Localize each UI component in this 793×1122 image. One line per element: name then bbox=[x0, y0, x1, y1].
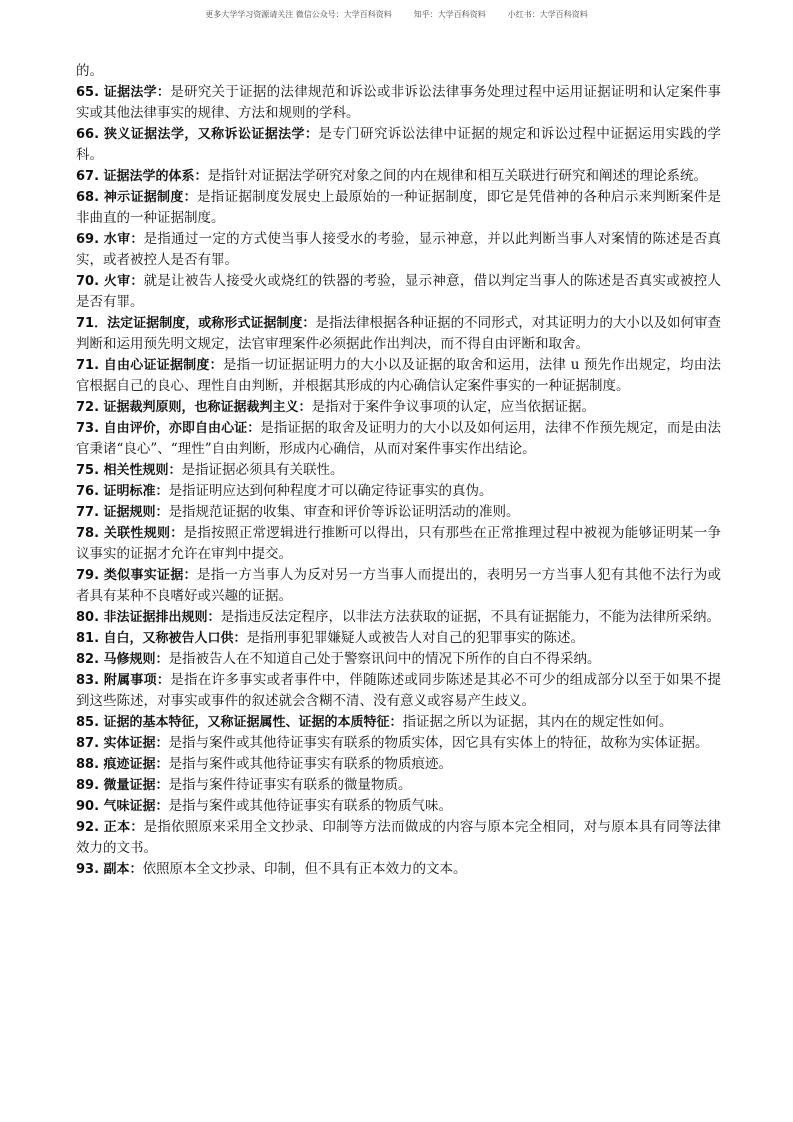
definition-entry bbox=[76, 754, 721, 775]
page-header bbox=[0, 9, 793, 20]
definition-entry bbox=[76, 82, 721, 124]
entry-term: 93. 副本： bbox=[76, 862, 143, 877]
entry-definition: 是指与案件或其他待证事实有联系的物质痕迹。 bbox=[168, 756, 453, 772]
entry-definition: 是指被告人在不知道自己处于警察讯问中的情况下所作的自白不得采纳。 bbox=[168, 651, 601, 667]
entry-term: 66. 狭义证据法学，又称诉讼证据法学： bbox=[76, 127, 319, 142]
definition-entry bbox=[76, 607, 721, 628]
continued-text: 的。 bbox=[76, 63, 103, 79]
entry-term: 89. 微量证据： bbox=[76, 778, 169, 793]
definition-entry bbox=[76, 124, 721, 166]
entry-term: 88. 痕迹证据： bbox=[76, 757, 169, 772]
entry-term: 81. 自白，又称被告人口供： bbox=[76, 631, 247, 646]
definition-entry bbox=[76, 649, 721, 670]
entry-definition: 是研究关于证据的法律规范和诉讼或非诉讼法律事务处理过程中运用证据证明和认定案件事实或其他法律事实的规律、方法和规则的学科。 bbox=[76, 84, 721, 121]
entry-term: 68. 神示证据制度： bbox=[76, 190, 197, 205]
entry-definition: 是指证据制度发展史上最原始的一种证据制度，即它是凭借神的各种启示来判断案件是非曲直的一种证据制度。 bbox=[76, 189, 722, 226]
definition-entry bbox=[76, 166, 721, 187]
entry-term: 83. 附属事项： bbox=[76, 673, 171, 688]
entry-term: 73. 自由评价，亦即自由心证： bbox=[76, 421, 261, 436]
definition-entry bbox=[76, 712, 721, 733]
entry-term: 85. 证据的基本特征，又称证据属性、证据的本质特征： bbox=[76, 715, 403, 730]
entry-definition: 是指证据的取舍及证明力的大小以及如何运用，法律不作预先规定，而是由法官秉诸“良心”、“理性”自由判断，形成内心确信，从而对案件事实作出结论。 bbox=[76, 420, 721, 457]
entry-definition: 是指对于案件争议事项的认定，应当依据证据。 bbox=[311, 399, 596, 415]
entry-definition: 是指与案件或其他待证事实有联系的物质气味。 bbox=[168, 798, 453, 814]
definition-entry bbox=[76, 565, 721, 607]
entry-definition: 是指一方当事人为反对另一方当事人而提出的，表明另一方当事人犯有其他不法行为或者具有某种不良嗜好或兴趣的证据。 bbox=[76, 567, 722, 604]
definition-entry bbox=[76, 481, 721, 502]
entry-definition: 指证据之所以为证据，其内在的规定性如何。 bbox=[402, 714, 673, 730]
definition-entry bbox=[76, 397, 721, 418]
entry-list bbox=[76, 82, 721, 880]
definition-entry bbox=[76, 502, 721, 523]
entry-term: 80. 非法证据排出规则： bbox=[76, 610, 221, 625]
entry-term: 87. 实体证据： bbox=[76, 736, 169, 751]
entry-term: 75. 相关性规则： bbox=[76, 463, 182, 478]
entry-definition: 是专门研究诉讼法律中证据的规定和诉讼过程中证据运用实践的学科。 bbox=[76, 126, 722, 163]
entry-term: 77. 证据规则： bbox=[76, 505, 169, 520]
entry-definition: 是指证明应达到何种程度才可以确定待证事实的真伪。 bbox=[168, 483, 493, 499]
definition-entry bbox=[76, 271, 721, 313]
entry-definition: 是指依照原来采用全文抄录、印制等方法而做成的内容与原本完全相同，对与原本具有同等法律效力的文书。 bbox=[76, 819, 721, 856]
definition-entry bbox=[76, 817, 721, 859]
entry-definition: 是指违反法定程序，以非法方法获取的证据，不具有证据能力，不能为法律所采纳。 bbox=[220, 609, 721, 625]
header-wechat: 更多大学学习资源请关注 微信公众号：大学百科资料 bbox=[205, 10, 392, 19]
header-xiaohongshu: 小红书：大学百科资料 bbox=[507, 10, 588, 19]
entry-definition: 是指规范证据的收集、审查和评价等诉讼证明活动的准则。 bbox=[168, 504, 520, 520]
definition-entry bbox=[76, 859, 721, 880]
entry-term: 76. 证明标准： bbox=[76, 484, 169, 499]
entry-definition: 是指针对证据法学研究对象之间的内在规律和相互关联进行研究和阐述的理论系统。 bbox=[207, 168, 708, 184]
definition-entry bbox=[76, 796, 721, 817]
definition-entry bbox=[76, 187, 721, 229]
definition-entry bbox=[76, 775, 721, 796]
definition-entry bbox=[76, 313, 721, 355]
entry-definition: 是指按照正常逻辑进行推断可以得出，只有那些在正常推理过程中被视为能够证明某一争议事实的证据才允许在审判中提交。 bbox=[76, 525, 722, 562]
definition-entry bbox=[76, 733, 721, 754]
definition-entry bbox=[76, 628, 721, 649]
entry-term: 70. 火审： bbox=[76, 274, 144, 289]
entry-definition: 是指一切证据证明力的大小以及证据的取舍和运用，法律 u 预先作出规定，均由法官根据自己的良心、理性自由判断，并根据其形成的内心确信认定案件事实的一种证据制度。 bbox=[76, 357, 721, 394]
entry-definition: 就是让被告人接受火或烧红的铁器的考验，显示神意，借以判定当事人的陈述是否真实或被控人是否有罪。 bbox=[76, 273, 721, 310]
entry-term: 67. 证据法学的体系： bbox=[76, 169, 208, 184]
entry-definition: 是指法律根据各种证据的不同形式，对其证明力的大小以及如何审查判断和运用预先明文规定，法官审理案件必须据此作出判决，而不得自由评断和取舍。 bbox=[76, 315, 722, 352]
entry-term: 79. 类似事实证据： bbox=[76, 568, 197, 583]
document-body bbox=[76, 61, 721, 880]
header-zhihu: 知乎：大学百科资料 bbox=[413, 10, 486, 19]
entry-definition: 是指刑事犯罪嫌疑人或被告人对自己的犯罪事实的陈述。 bbox=[246, 630, 585, 646]
entry-term: 71. 自由心证证据制度： bbox=[76, 358, 223, 373]
entry-definition: 依照原本全文抄录、印制，但不具有正本效力的文本。 bbox=[142, 861, 467, 877]
entry-term: 90. 气味证据： bbox=[76, 799, 169, 814]
definition-entry bbox=[76, 355, 721, 397]
definition-entry bbox=[76, 460, 721, 481]
entry-term: 82. 马修规则： bbox=[76, 652, 169, 667]
entry-term: 72. 证据裁判原则，也称证据裁判主义： bbox=[76, 400, 312, 415]
entry-definition: 是指与案件待证事实有联系的微量物质。 bbox=[168, 777, 412, 793]
entry-term: 65. 证据法学： bbox=[76, 85, 171, 100]
definition-entry bbox=[76, 229, 721, 271]
entry-term: 71．法定证据制度，或称形式证据制度： bbox=[76, 316, 316, 331]
entry-term: 78. 关联性规则： bbox=[76, 526, 184, 541]
definition-entry bbox=[76, 418, 721, 460]
definition-entry bbox=[76, 670, 721, 712]
entry-definition: 是指证据必须具有关联性。 bbox=[181, 462, 344, 478]
definition-entry bbox=[76, 523, 721, 565]
entry-term: 92. 正本： bbox=[76, 820, 144, 835]
entry-term: 69. 水审： bbox=[76, 232, 144, 247]
entry-definition: 是指通过一定的方式使当事人接受水的考验，显示神意，并以此判断当事人对案情的陈述是否真实，或者被控人是否有罪。 bbox=[76, 231, 721, 268]
entry-definition: 是指在许多事实或者事件中，伴随陈述或同步陈述是其必不可少的组成部分以至于如果不提到这些陈述，对事实或事件的叙述就会含糊不清、没有意义或容易产生歧义。 bbox=[76, 672, 721, 709]
entry-definition: 是指与案件或其他待证事实有联系的物质实体，因它具有实体上的特征，故称为实体证据。 bbox=[168, 735, 709, 751]
